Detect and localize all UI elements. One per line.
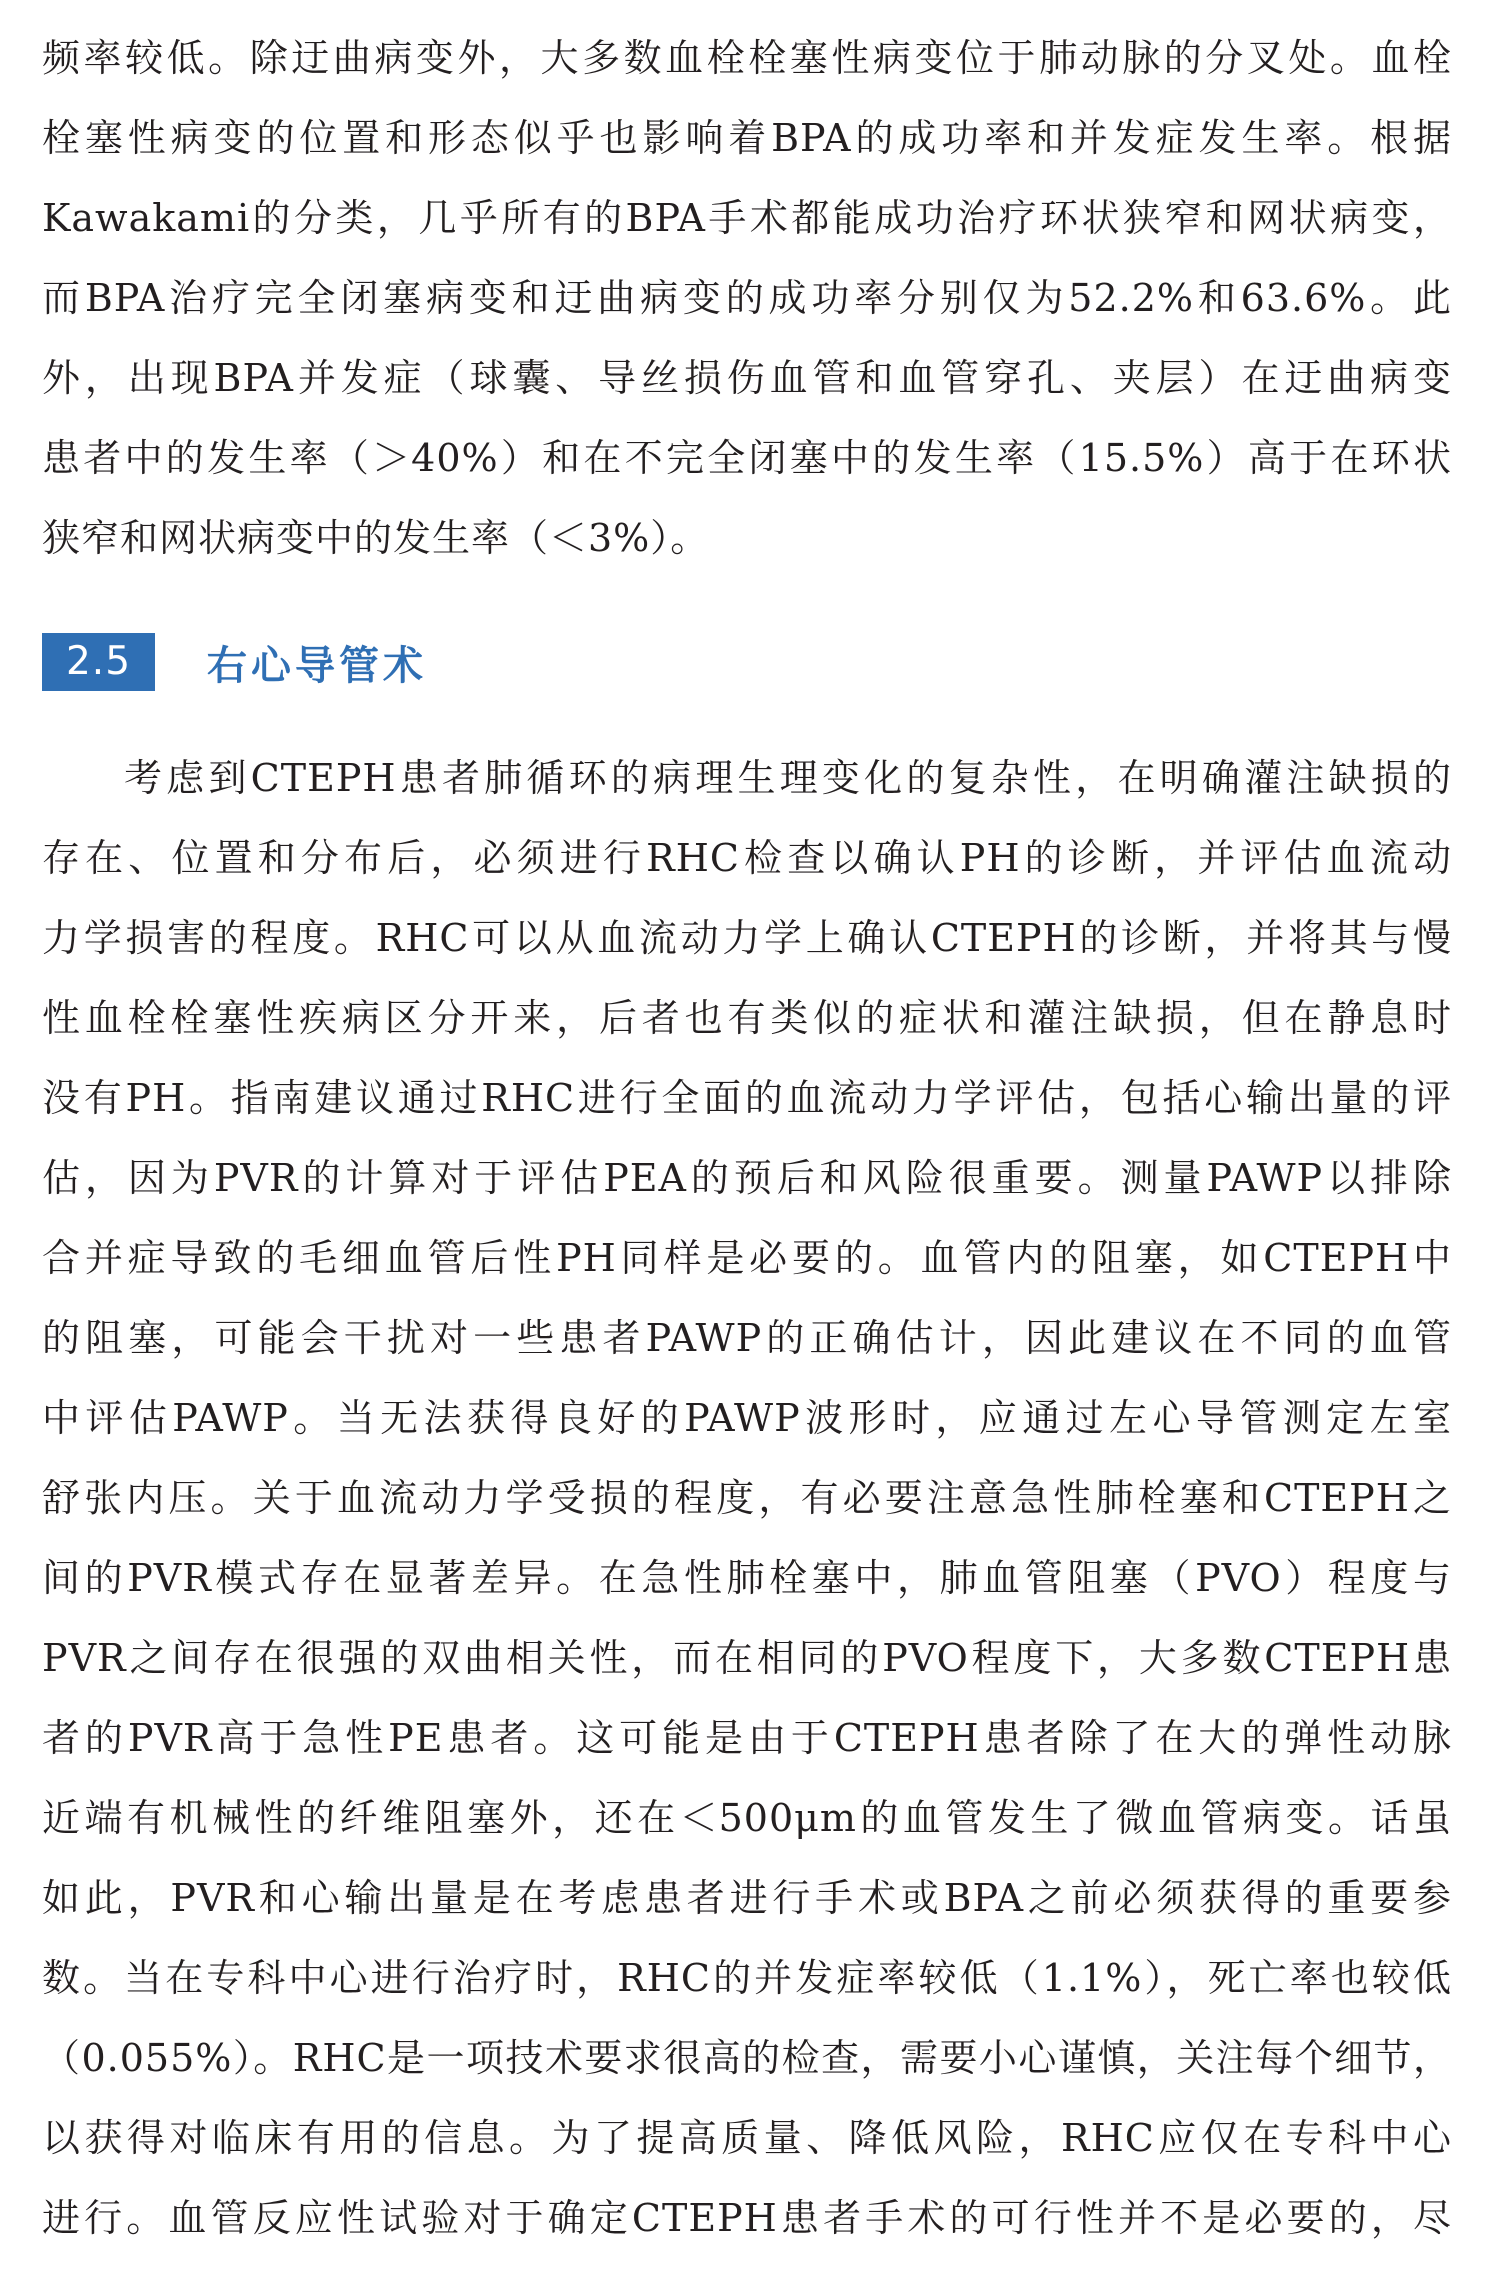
text-line: Kawakami的分类，几乎所有的BPA手术都能成功治疗环状狭窄和网状病变， [42, 196, 1452, 240]
text-line: 没有PH。指南建议通过RHC进行全面的血流动力学评估，包括心输出量的评 [42, 1076, 1452, 1120]
text-line: 者的PVR高于急性PE患者。这可能是由于CTEPH患者除了在大的弹性动脉 [42, 1716, 1452, 1760]
text-line: 舒张内压。关于血流动力学受损的程度，有必要注意急性肺栓塞和CTEPH之 [42, 1476, 1452, 1520]
text-line: 合并症导致的毛细血管后性PH同样是必要的。血管内的阻塞，如CTEPH中 [42, 1236, 1452, 1280]
text-line: 患者中的发生率（＞40%）和在不完全闭塞中的发生率（15.5%）高于在环状 [42, 436, 1452, 480]
text-line: 数。当在专科中心进行治疗时，RHC的并发症率较低（1.1%），死亡率也较低 [42, 1956, 1452, 2000]
text-line: 性血栓栓塞性疾病区分开来，后者也有类似的症状和灌注缺损，但在静息时 [42, 996, 1452, 1040]
paragraph-rhc [42, 738, 1452, 2258]
text-line: （0.055%）。RHC是一项技术要求很高的检查，需要小心谨慎，关注每个细节， [42, 2036, 1452, 2080]
text-line: 考虑到CTEPH患者肺循环的病理生理变化的复杂性，在明确灌注缺损的 [124, 756, 1452, 800]
text-line: 间的PVR模式存在显著差异。在急性肺栓塞中，肺血管阻塞（PVO）程度与 [42, 1556, 1452, 1600]
text-line: 频率较低。除迂曲病变外，大多数血栓栓塞性病变位于肺动脉的分叉处。血栓 [42, 36, 1452, 80]
text-line: 力学损害的程度。RHC可以从血流动力学上确认CTEPH的诊断，并将其与慢 [42, 916, 1452, 960]
text-line: 估，因为PVR的计算对于评估PEA的预后和风险很重要。测量PAWP以排除 [42, 1156, 1452, 1200]
text-line: 而BPA治疗完全闭塞病变和迂曲病变的成功率分别仅为52.2%和63.6%。此 [42, 276, 1452, 320]
text-line: 的阻塞，可能会干扰对一些患者PAWP的正确估计，因此建议在不同的血管 [42, 1316, 1452, 1360]
text-line: 存在、位置和分布后，必须进行RHC检查以确认PH的诊断，并评估血流动 [42, 836, 1452, 880]
text-line: 栓塞性病变的位置和形态似乎也影响着BPA的成功率和并发症发生率。根据 [42, 116, 1452, 160]
text-line: 外，出现BPA并发症（球囊、导丝损伤血管和血管穿孔、夹层）在迂曲病变 [42, 356, 1452, 400]
document-page [42, 18, 1452, 2258]
paragraph-bpa-complications [42, 18, 1452, 578]
section-number-badge: 2.5 [42, 633, 155, 691]
text-line: 如此，PVR和心输出量是在考虑患者进行手术或BPA之前必须获得的重要参 [42, 1876, 1452, 1920]
text-line: 以获得对临床有用的信息。为了提高质量、降低风险，RHC应仅在专科中心 [42, 2116, 1452, 2160]
section-heading [42, 624, 1452, 700]
section-title: 右心导管术 [207, 642, 427, 689]
text-line: 狭窄和网状病变中的发生率（＜3%）。 [42, 516, 710, 560]
text-line: 近端有机械性的纤维阻塞外，还在＜500μm的血管发生了微血管病变。话虽 [42, 1796, 1452, 1840]
text-line: PVR之间存在很强的双曲相关性，而在相同的PVO程度下，大多数CTEPH患 [42, 1636, 1452, 1680]
text-line: 进行。血管反应性试验对于确定CTEPH患者手术的可行性并不是必要的，尽 [42, 2196, 1452, 2240]
text-line: 中评估PAWP。当无法获得良好的PAWP波形时，应通过左心导管测定左室 [42, 1396, 1452, 1440]
